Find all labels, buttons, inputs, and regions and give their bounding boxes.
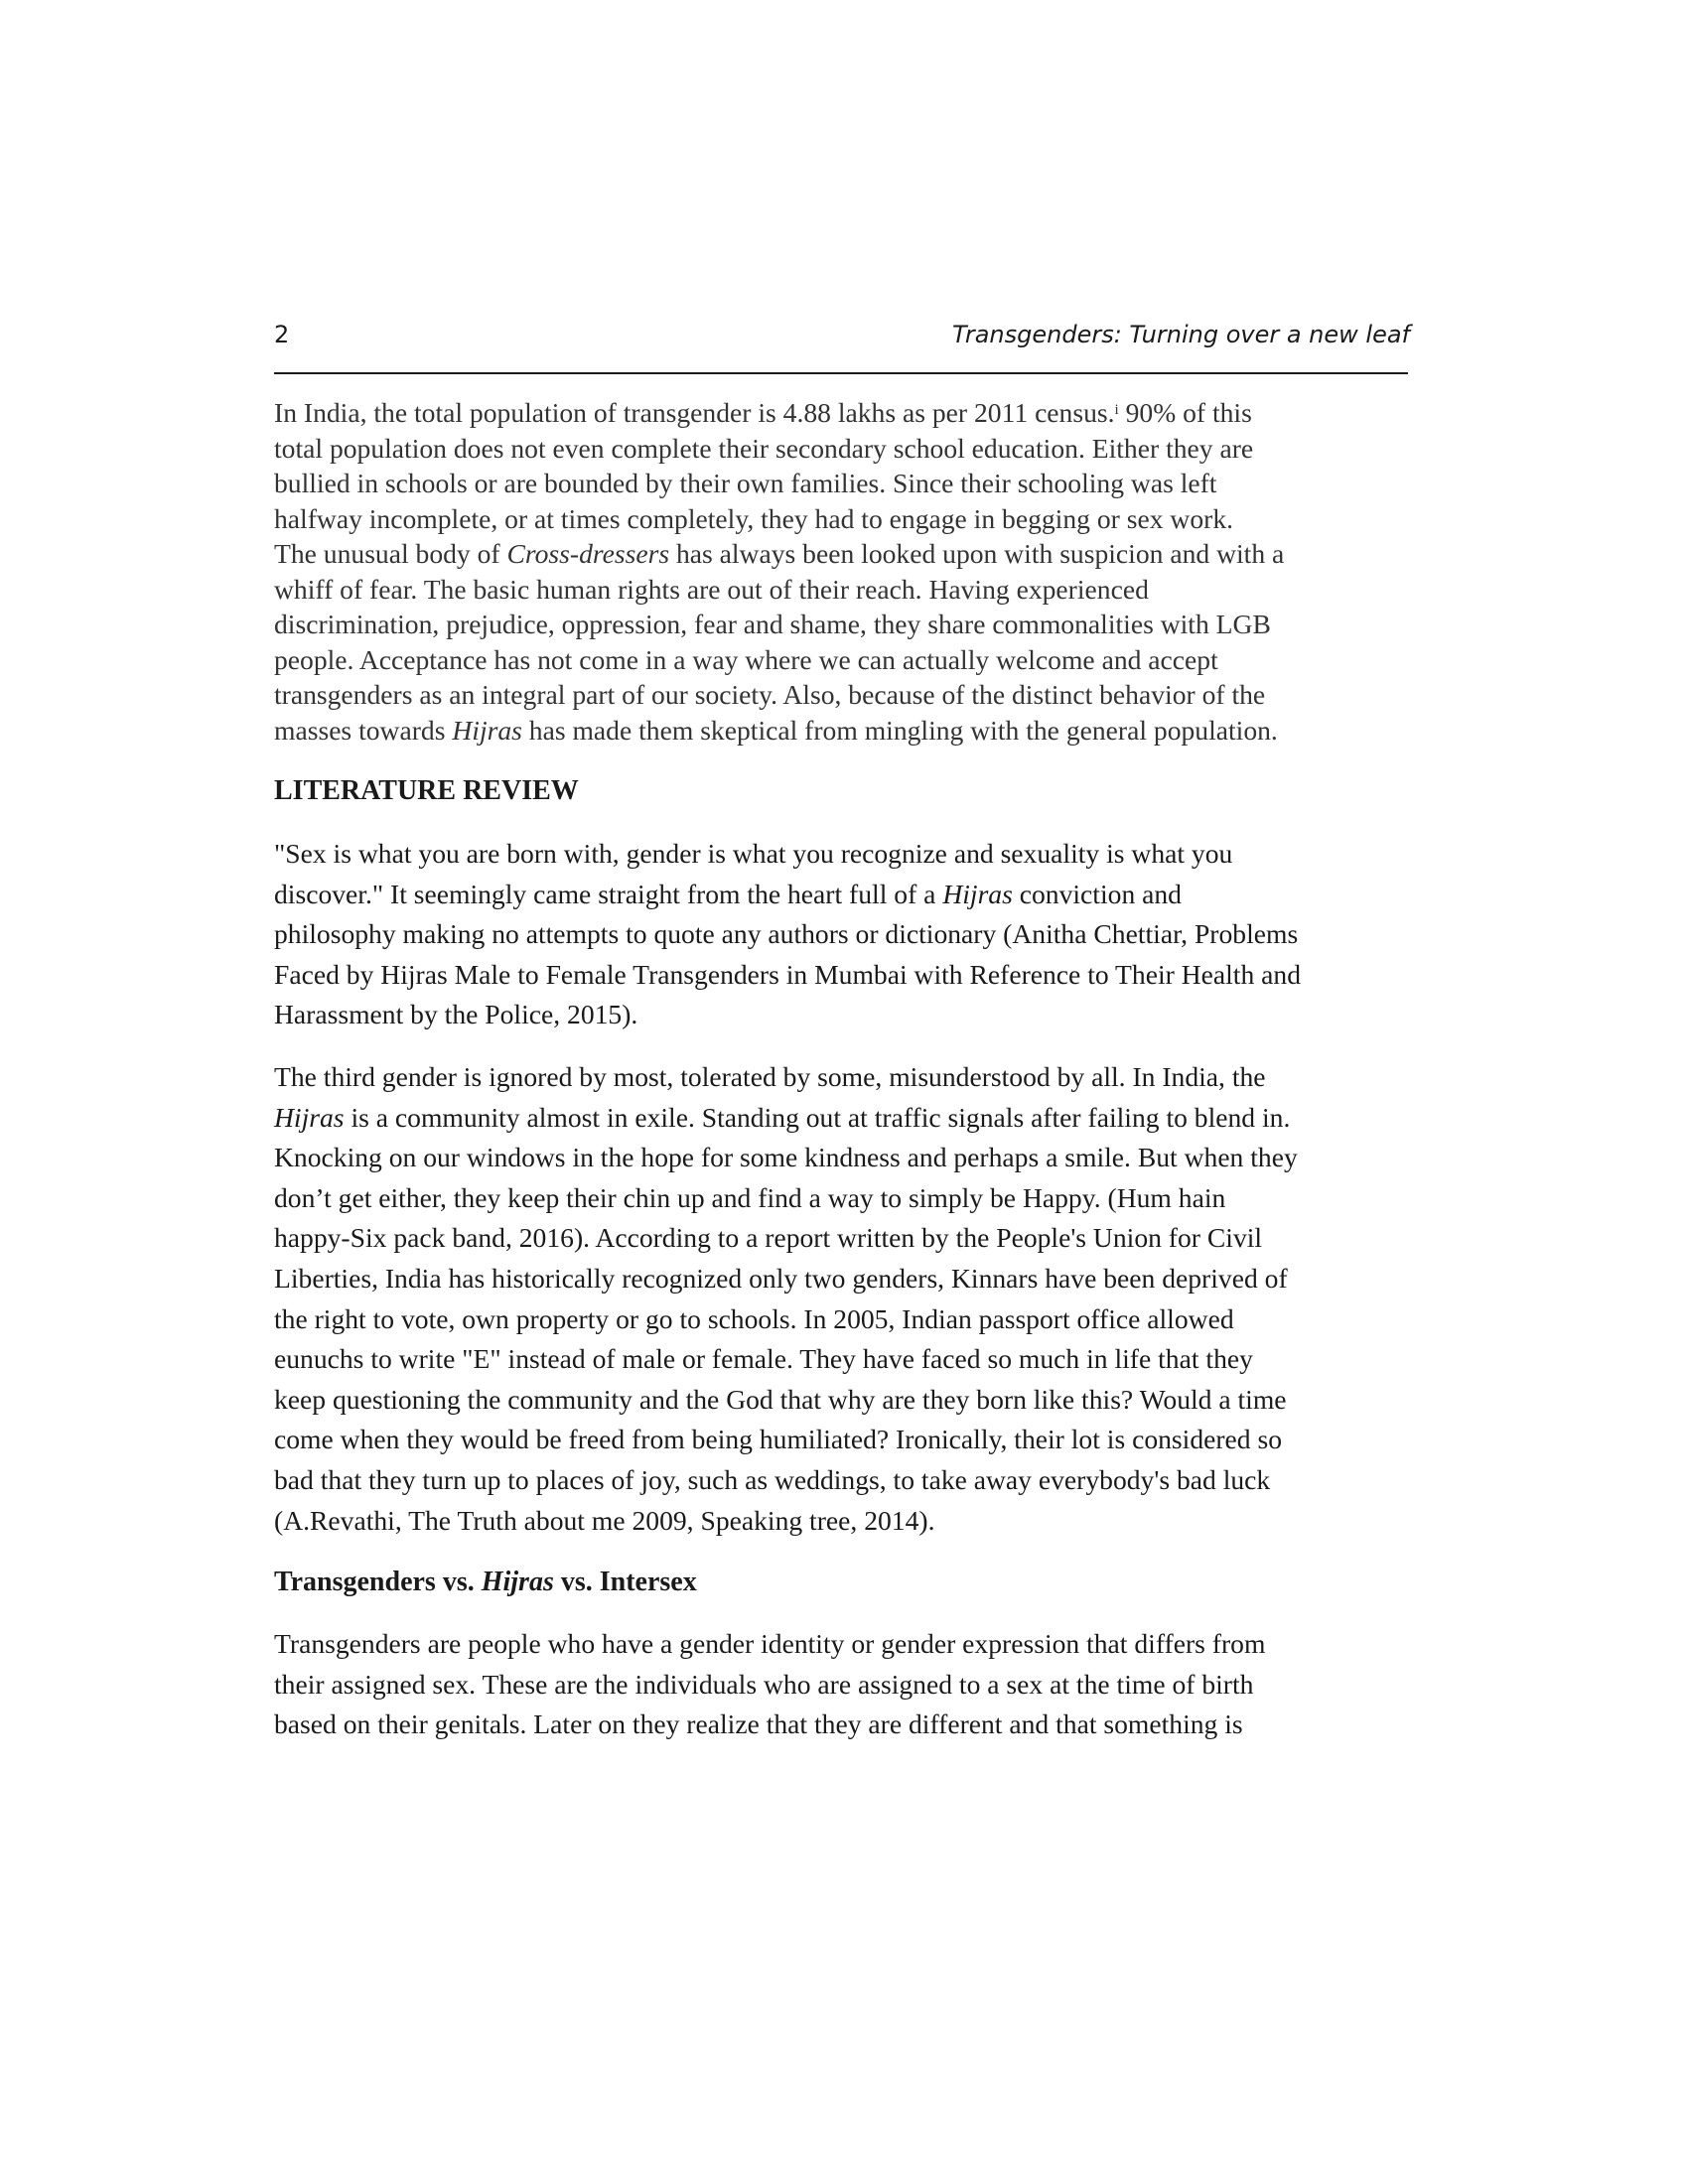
- text-run: has made them skeptical from mingling with the general population.: [521, 714, 1278, 746]
- text-line: the right to vote, own property or go to schools. In 2005, Indian passport office allowed: [274, 1302, 1234, 1334]
- heading-run: Transgenders vs.: [274, 1567, 482, 1598]
- footnote-marker[interactable]: i: [1114, 402, 1119, 418]
- page-number: 2: [274, 321, 290, 348]
- text-line: don’t get either, they keep their chin up and find a way to simply be Happy. (Hum hain: [274, 1181, 1226, 1213]
- text-line: people. Acceptance has not come in a way where we can actually welcome and accept: [274, 643, 1218, 675]
- text-line: keep questioning the community and the God that why are they born like this? Would a time: [274, 1383, 1287, 1415]
- text-line: [274, 395, 1426, 431]
- text-line: halfway incomplete, or at times completely, they had to engage in begging or sex work.: [274, 502, 1234, 534]
- text-line: happy-Six pack band, 2016). According to a report written by the People's Union for Civil: [274, 1222, 1263, 1254]
- section-heading-literature-review: LITERATURE REVIEW: [274, 775, 579, 806]
- text-line: based on their genitals. Later on they realize that they are different and that something is: [274, 1708, 1243, 1740]
- literature-paragraph-2: [274, 1057, 1426, 1541]
- text-run: has always been looked upon with suspicion and with a: [669, 538, 1285, 569]
- italic-term: Hijras: [452, 714, 522, 746]
- spacer: [274, 811, 1426, 834]
- italic-term: Hijras: [942, 878, 1013, 909]
- section-paragraph-1: [274, 1624, 1426, 1745]
- text-line: bullied in schools or are bounded by their own families. Since their schooling was left: [274, 468, 1217, 498]
- italic-term: Cross-dressers: [506, 538, 670, 569]
- spacer: [274, 1602, 1426, 1624]
- text-run: masses towards: [274, 714, 453, 746]
- text-line: bad that they turn up to places of joy, such as weddings, to take away everybody's bad luck: [274, 1463, 1271, 1495]
- text-line: come when they would be freed from being humiliated? Ironically, their lot is considered so: [274, 1424, 1283, 1455]
- text-line: transgenders as an integral part of our society. Also, because of the distinct behavior of the: [274, 679, 1266, 710]
- text-line: discrimination, prejudice, oppression, fear and shame, they share commonalities with LGB: [274, 609, 1271, 639]
- running-header: [274, 318, 1410, 357]
- text-line: philosophy making no attempts to quote any authors or dictionary (Anitha Chettiar, Problems: [274, 918, 1299, 950]
- text-line: Harassment by the Police, 2015).: [274, 999, 638, 1030]
- header-rule: [274, 372, 1408, 374]
- text-line: [274, 1098, 1426, 1139]
- section-heading-transgenders-hijras-intersex: [274, 1563, 1426, 1602]
- literature-paragraph-1: [274, 834, 1426, 1035]
- text-line: "Sex is what you are born with, gender is what you recognize and sexuality is what you: [274, 838, 1233, 869]
- text-run: discover." It seemingly came straight from the heart full of a: [274, 878, 943, 909]
- text-run: 90% of this: [1118, 397, 1252, 428]
- text-run: The unusual body of: [274, 538, 507, 569]
- intro-paragraph: [274, 395, 1426, 748]
- text-line: eunuchs to write "E" instead of male or female. They have faced so much in life that they: [274, 1343, 1253, 1375]
- italic-term: Hijras: [481, 1567, 554, 1598]
- text-line: (A.Revathi, The Truth about me 2009, Speaking tree, 2014).: [274, 1504, 935, 1536]
- spacer: [274, 1035, 1426, 1057]
- text-line: Liberties, India has historically recognized only two genders, Kinnars have been deprived of: [274, 1262, 1288, 1294]
- text-line: total population does not even complete their secondary school education. Either they are: [274, 432, 1254, 464]
- text-run: is a community almost in exile. Standing out at traffic signals after failing to blend in.: [344, 1101, 1291, 1133]
- text-line: [274, 713, 1426, 749]
- text-line: The third gender is ignored by most, tolerated by some, misunderstood by all. In India, the: [274, 1060, 1266, 1092]
- text-line: [274, 875, 1426, 915]
- heading-run: vs. Intersex: [553, 1567, 697, 1598]
- text-run: In India, the total population of transgender is 4.88 lakhs as per 2011 census.: [274, 397, 1115, 428]
- text-run: conviction and: [1012, 878, 1182, 909]
- running-title: Transgenders: Turning over a new leaf: [952, 321, 1410, 348]
- text-line: [274, 536, 1426, 572]
- text-line: Faced by Hijras Male to Female Transgenders in Mumbai with Reference to Their Health and: [274, 958, 1301, 990]
- spacer: [274, 1541, 1426, 1563]
- text-line: Transgenders are people who have a gender identity or gender expression that differs from: [274, 1628, 1266, 1660]
- italic-term: Hijras: [274, 1101, 345, 1133]
- text-line: Knocking on our windows in the hope for some kindness and perhaps a smile. But when they: [274, 1142, 1298, 1173]
- text-line: whiff of fear. The basic human rights are out of their reach. Having experienced: [274, 573, 1149, 605]
- spacer: [274, 748, 1426, 771]
- text-line: their assigned sex. These are the individuals who are assigned to a sex at the time of birth: [274, 1668, 1254, 1700]
- body-text: [274, 395, 1426, 1745]
